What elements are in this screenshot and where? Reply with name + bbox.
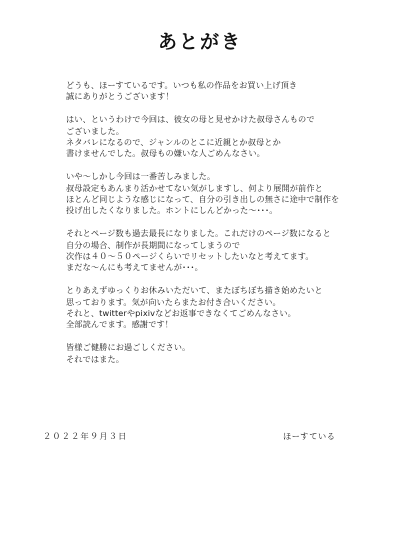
text-line: 投げ出したくなりました。ホントにしんどかった～･･･。 — [66, 205, 278, 216]
text-line: ほとんど同じような感じになって、自分の引き出しの無さに途中で制作を — [66, 194, 340, 205]
text-line: 誠にありがとうございます！ — [66, 91, 174, 102]
text-line: ございました。 — [66, 125, 125, 136]
text-line: 全部読んでます。感謝です！ — [66, 319, 174, 330]
text-line: まだな～んにも考えてませんが･･･。 — [66, 262, 203, 273]
text-line: どうも、ほーすているです。いつも私の作品をお買い上げ頂き — [66, 80, 298, 90]
paragraph-rest — [66, 285, 366, 331]
text-line: 書けませんでした。叔母もの嫌いな人ごめんなさい。 — [66, 148, 265, 159]
text-line: 皆様ご健勝にお過ごしください。 — [66, 342, 191, 353]
text-line: それとページ数も過去最長になりました。これだけのページ数になると — [66, 228, 331, 239]
footer-author: ほーすている — [283, 431, 336, 441]
text-line: それではまた。 — [66, 353, 125, 364]
text-line: とりあえずゆっくりお休みいただいて、またぼちぼち描き始めたいと — [66, 285, 323, 296]
paragraph-about-work — [66, 114, 366, 160]
paragraph-closing — [66, 342, 366, 365]
paragraph-greeting — [66, 80, 366, 103]
footer-date: ２０２２年９月３日 — [43, 431, 128, 441]
afterword-body — [66, 80, 366, 376]
text-line: はい、というわけで今回は、彼女の母と見せかけた叔母さんもので — [66, 114, 315, 125]
paragraph-page-count — [66, 228, 366, 274]
paragraph-struggles — [66, 171, 366, 217]
text-line: 自分の場合、制作が長期間になってしまうので — [66, 239, 241, 250]
text-line: いや～しかし今回は一番苦しみました。 — [66, 171, 216, 182]
page-title: あとがき — [157, 31, 242, 53]
text-line: 次作は４０～５０ページくらいでリセットしたいなと考えてます。 — [66, 251, 314, 262]
text-line: ネタバレになるので、ジャンルのとこに近親とか叔母とか — [66, 137, 281, 148]
text-line: 叔母設定もあんまり活かせてない気がしますし、何より展開が前作と — [66, 182, 323, 193]
text-line: それと、twitterやpixivなどお返事できなくてごめんなさい。 — [66, 308, 296, 319]
text-line: 思っております。気が向いたらまたお付き合いください。 — [66, 296, 281, 307]
